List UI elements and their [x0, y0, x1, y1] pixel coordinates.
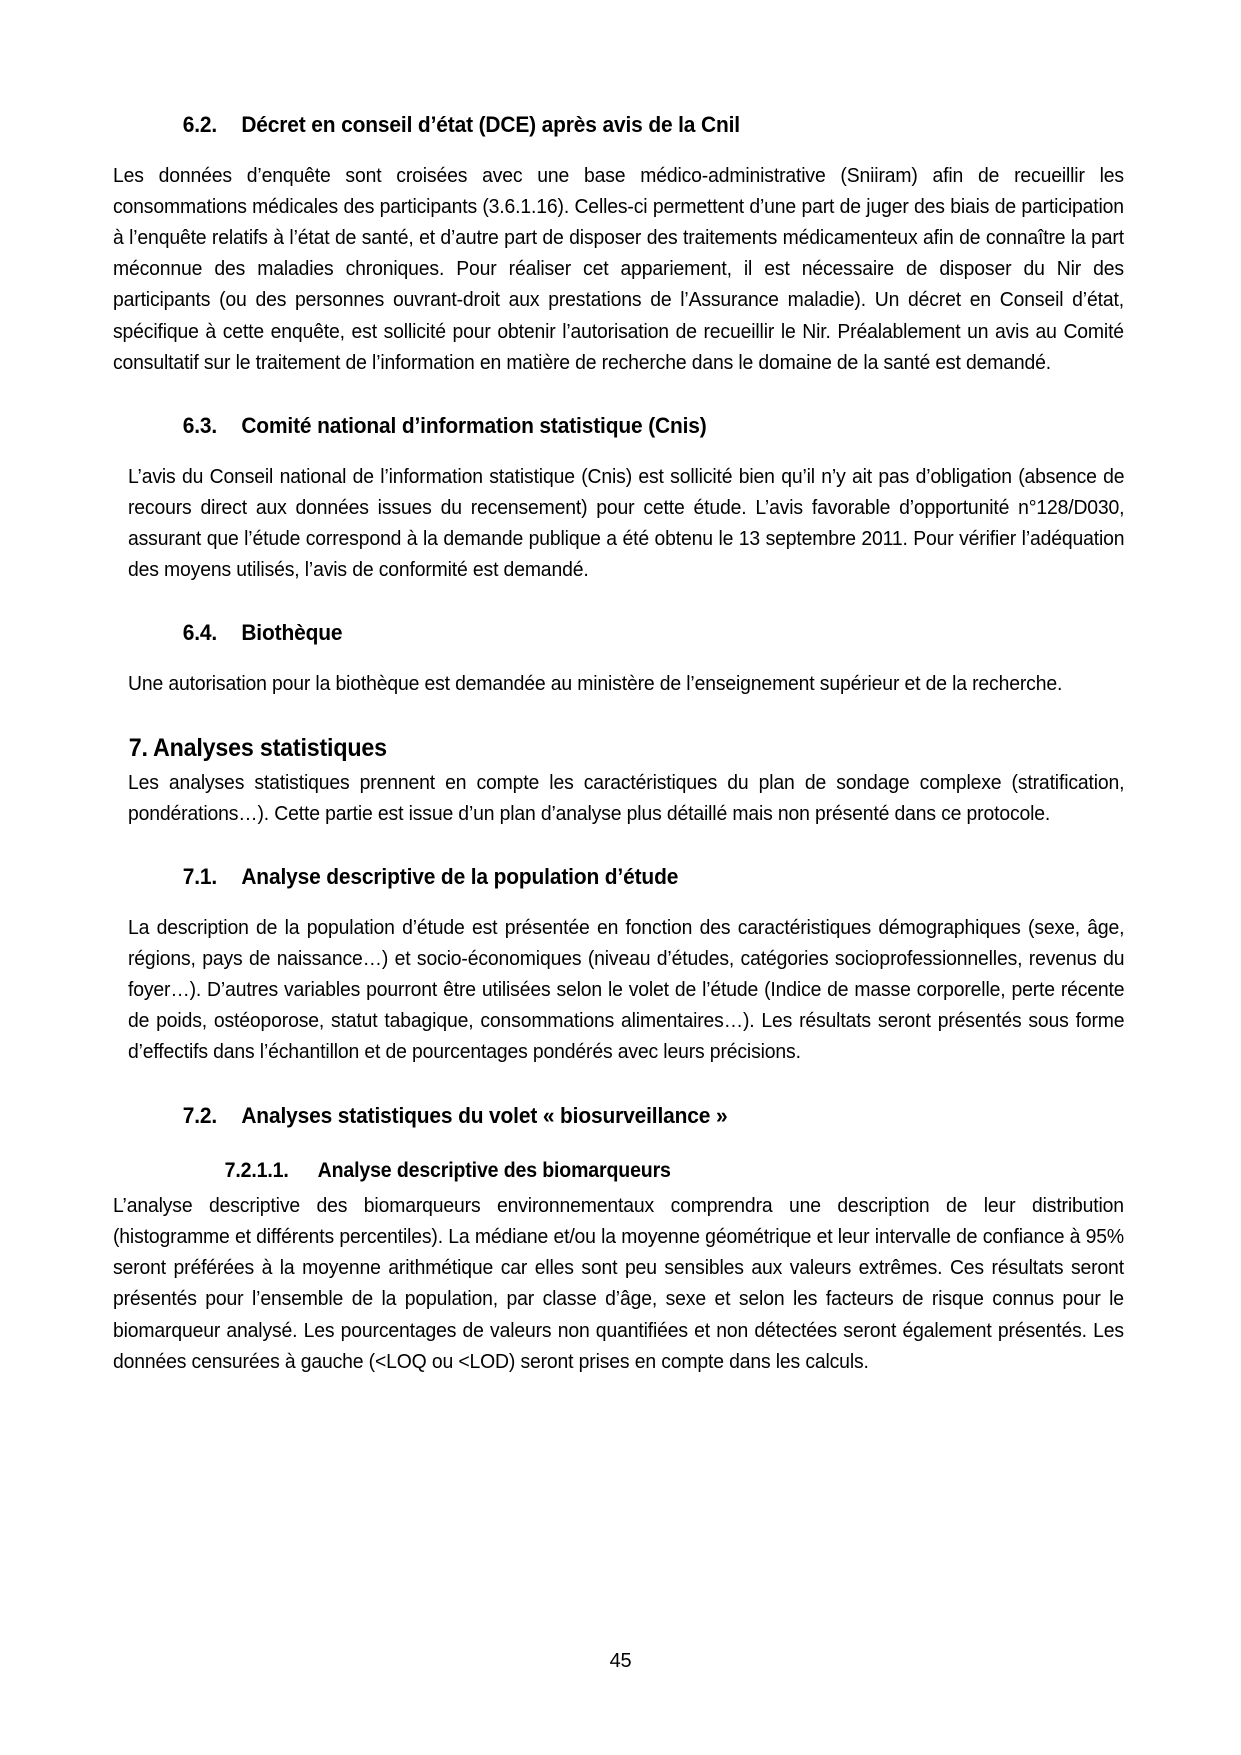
spacer: [113, 1184, 1126, 1191]
heading-7-2-1-1: [113, 1159, 1055, 1184]
paragraph-6-3: L’avis du Conseil national de l’information statistique (Cnis) est sollicité bien qu’il n’y ait pas d’obligation (absence de recours direct aux données issues du recensement) pour cette étude. L’avis favorable d’opportunité n°128/D030, assurant que l’étude correspond à la demande publique a été obtenu le 13 septembre 2011. Pour vérifier l’adéquation des moyens utilisés, l’avis de conformité est demandé.: [128, 465, 1125, 582]
paragraph-6-4: Une autorisation pour la biothèque est demandée au ministère de l’enseignement supérieur et de la recherche.: [128, 672, 1063, 695]
page-number: 45: [609, 1650, 632, 1672]
heading-7-number: 7.: [128, 734, 148, 763]
heading-6-3-title: Comité national d’information statistique (Cnis): [241, 412, 707, 438]
heading-6-2: [113, 112, 1055, 139]
heading-7-2-number: 7.2.: [182, 1102, 218, 1128]
heading-6-4: [113, 620, 1055, 647]
heading-7-1: [113, 864, 1055, 891]
spacer: [113, 139, 1126, 161]
heading-6-2-number: 6.2.: [182, 112, 218, 137]
heading-7-1-number: 7.1.: [182, 863, 218, 889]
heading-6-3-number: 6.3.: [182, 412, 218, 438]
spacer: [113, 379, 1126, 413]
heading-7: [113, 734, 1055, 764]
heading-7-2-1-1-title: Analyse descriptive des biomarqueurs: [317, 1159, 671, 1183]
spacer: [113, 647, 1126, 669]
heading-7-1-title: Analyse descriptive de la population d’étude: [241, 863, 679, 889]
heading-7-title: Analyses statistiques: [152, 734, 387, 763]
spacer: [113, 586, 1126, 620]
spacer: [113, 440, 1126, 462]
heading-6-4-title: Biothèque: [241, 620, 343, 646]
paragraph-7-1: La description de la population d’étude est présentée en fonction des caractéristiques démographiques (sexe, âge, régions, pays de naissance…) et socio-économiques (niveau d’études, catégories socioprofessionnelles, revenus du foyer…). D’autres variables pourront être utilisées selon le volet de l’étude (Indice de masse corporelle, perte récente de poids, ostéoporose, statut tabagique, consommations alimentaires…). Les résultats seront présentés sous forme d’effectifs dans l’échantillon et de pourcentages pondérés avec leurs précisions.: [128, 916, 1125, 1064]
paragraph-7: Les analyses statistiques prennent en compte les caractéristiques du plan de sondage complexe (stratification, pondérations…). Cette partie est issue d’un plan d’analyse plus détaillé mais non présenté dans ce protocole.: [128, 771, 1125, 825]
page-content: [113, 112, 1126, 1378]
heading-7-2-1-1-number: 7.2.1.1.: [224, 1159, 289, 1183]
heading-7-2-title: Analyses statistiques du volet « biosurveillance »: [241, 1102, 728, 1128]
heading-6-4-number: 6.4.: [182, 620, 218, 646]
heading-7-2: [113, 1103, 1055, 1130]
spacer: [113, 1129, 1126, 1159]
spacer: [113, 891, 1126, 913]
spacer: [113, 830, 1126, 864]
heading-6-2-title: Décret en conseil d’état (DCE) après avis de la Cnil: [241, 112, 740, 137]
spacer: [113, 700, 1126, 734]
paragraph-7-2-1-1: L’analyse descriptive des biomarqueurs environnementaux comprendra une description de leur distribution (histogramme et différents percentiles). La médiane et/ou la moyenne géométrique et leur intervalle de confiance à 95% seront préférées à la moyenne arithmétique car elles sont peu sensibles aux valeurs extrêmes. Ces résultats seront présentés pour l’ensemble de la population, par classe d’âge, sexe et selon les facteurs de risque connus pour le biomarqueur analysé. Les pourcentages de valeurs non quantifiées et non détectées seront également présentés. Les données censurées à gauche (<LOQ ou <LOD) seront prises en compte dans les calculs.: [113, 1194, 1124, 1373]
heading-6-3: [113, 413, 1055, 440]
spacer: [113, 1069, 1126, 1103]
paragraph-6-2: Les données d’enquête sont croisées avec une base médico-administrative (Sniiram) afin de recueillir les consommations médicales des participants (3.6.1.16). Celles-ci permettent d’une part de juger des biais de participation à l’enquête relatifs à l’état de santé, et d’autre part de disposer des traitements médicamenteux afin de connaître la part méconnue des maladies chroniques. Pour réaliser cet appariement, il est nécessaire de disposer du Nir des participants (ou des personnes ouvrant-droit aux prestations de l’Assurance maladie). Un décret en Conseil d’état, spécifique à cette enquête, est sollicité pour obtenir l’autorisation de recueillir le Nir. Préalablement un avis au Comité consultatif sur le traitement de l’information en matière de recherche dans le domaine de la santé est demandé.: [113, 164, 1124, 374]
